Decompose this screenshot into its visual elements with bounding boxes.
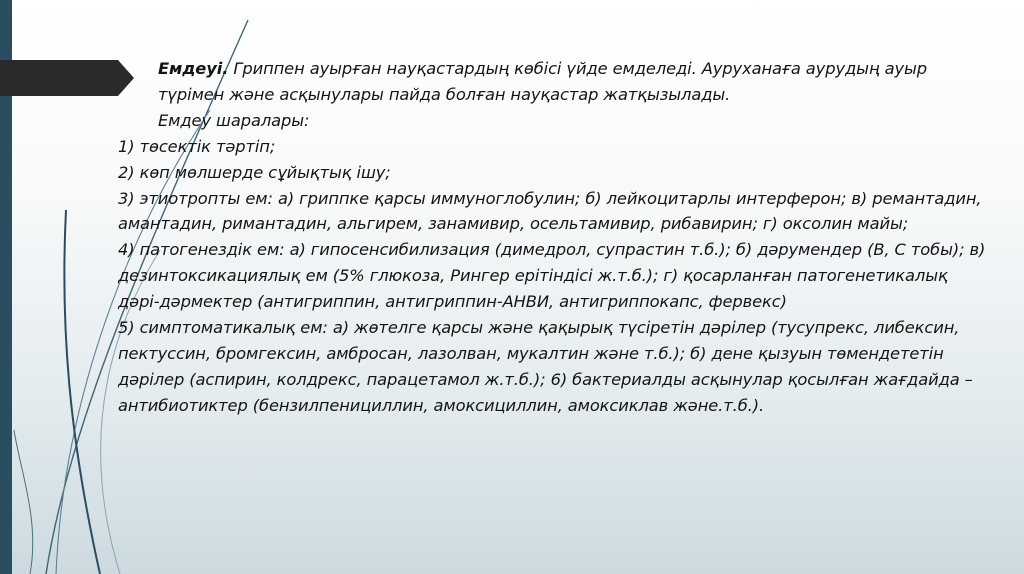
list-item-4: 4) патогенездік ем: а) гипосенсибилизация (димедрол, супрастин т.б.); б) дәрумендер (В, С тобы); в) дезинтоксикациялық ем (5% глюкоза, Рингер ерітіндісі ж.т.б.); г) қосарланған патогенетикалық дәрі-дәрмектер (антигриппин, антигриппин-АНВИ, антигриппокапс, фервекс) <box>118 240 986 312</box>
list-item-2: 2) көп мөлшерде сұйықтық ішу; <box>118 162 391 182</box>
list-item-1: 1) төсектік тәртіп; <box>118 136 276 156</box>
intro-paragraph <box>118 56 988 108</box>
measures-title: Емдеу шаралары: <box>158 110 310 130</box>
list-item-5: 5) симптоматикалық ем: а) жөтелге қарсы және қақырық түсіретін дәрілер (тусупрекс, либексин, пектуссин, бромгексин, амбросан, лазолван, мукалтин және т.б.); б) дене қызуын төмендететін дәрілер (аспирин, колдрекс, парацетамол ж.т.б.); 6) бактериалды асқынулар қосылған жағдайда – антибиотиктер (бензилпенициллин, амоксициллин, амоксиклав және.т.б.). <box>118 318 973 415</box>
heading-label: Емдеуі. <box>158 59 229 78</box>
intro-text: Гриппен ауырған науқастардың көбісі үйде емделеді. Ауруханаға аурудың ауыр түрімен және асқынулары пайда болған науқастар жатқызылады. <box>158 59 928 104</box>
list-item-3: 3) этиотропты ем: а) гриппке қарсы иммуноглобулин; б) лейкоцитарлы интерферон; в) ремантадин, амантадин, римантадин, альгирем, занамивир, осельтамивир, рибавирин; г) оксолин майы; <box>118 188 982 234</box>
body-text <box>118 56 988 419</box>
